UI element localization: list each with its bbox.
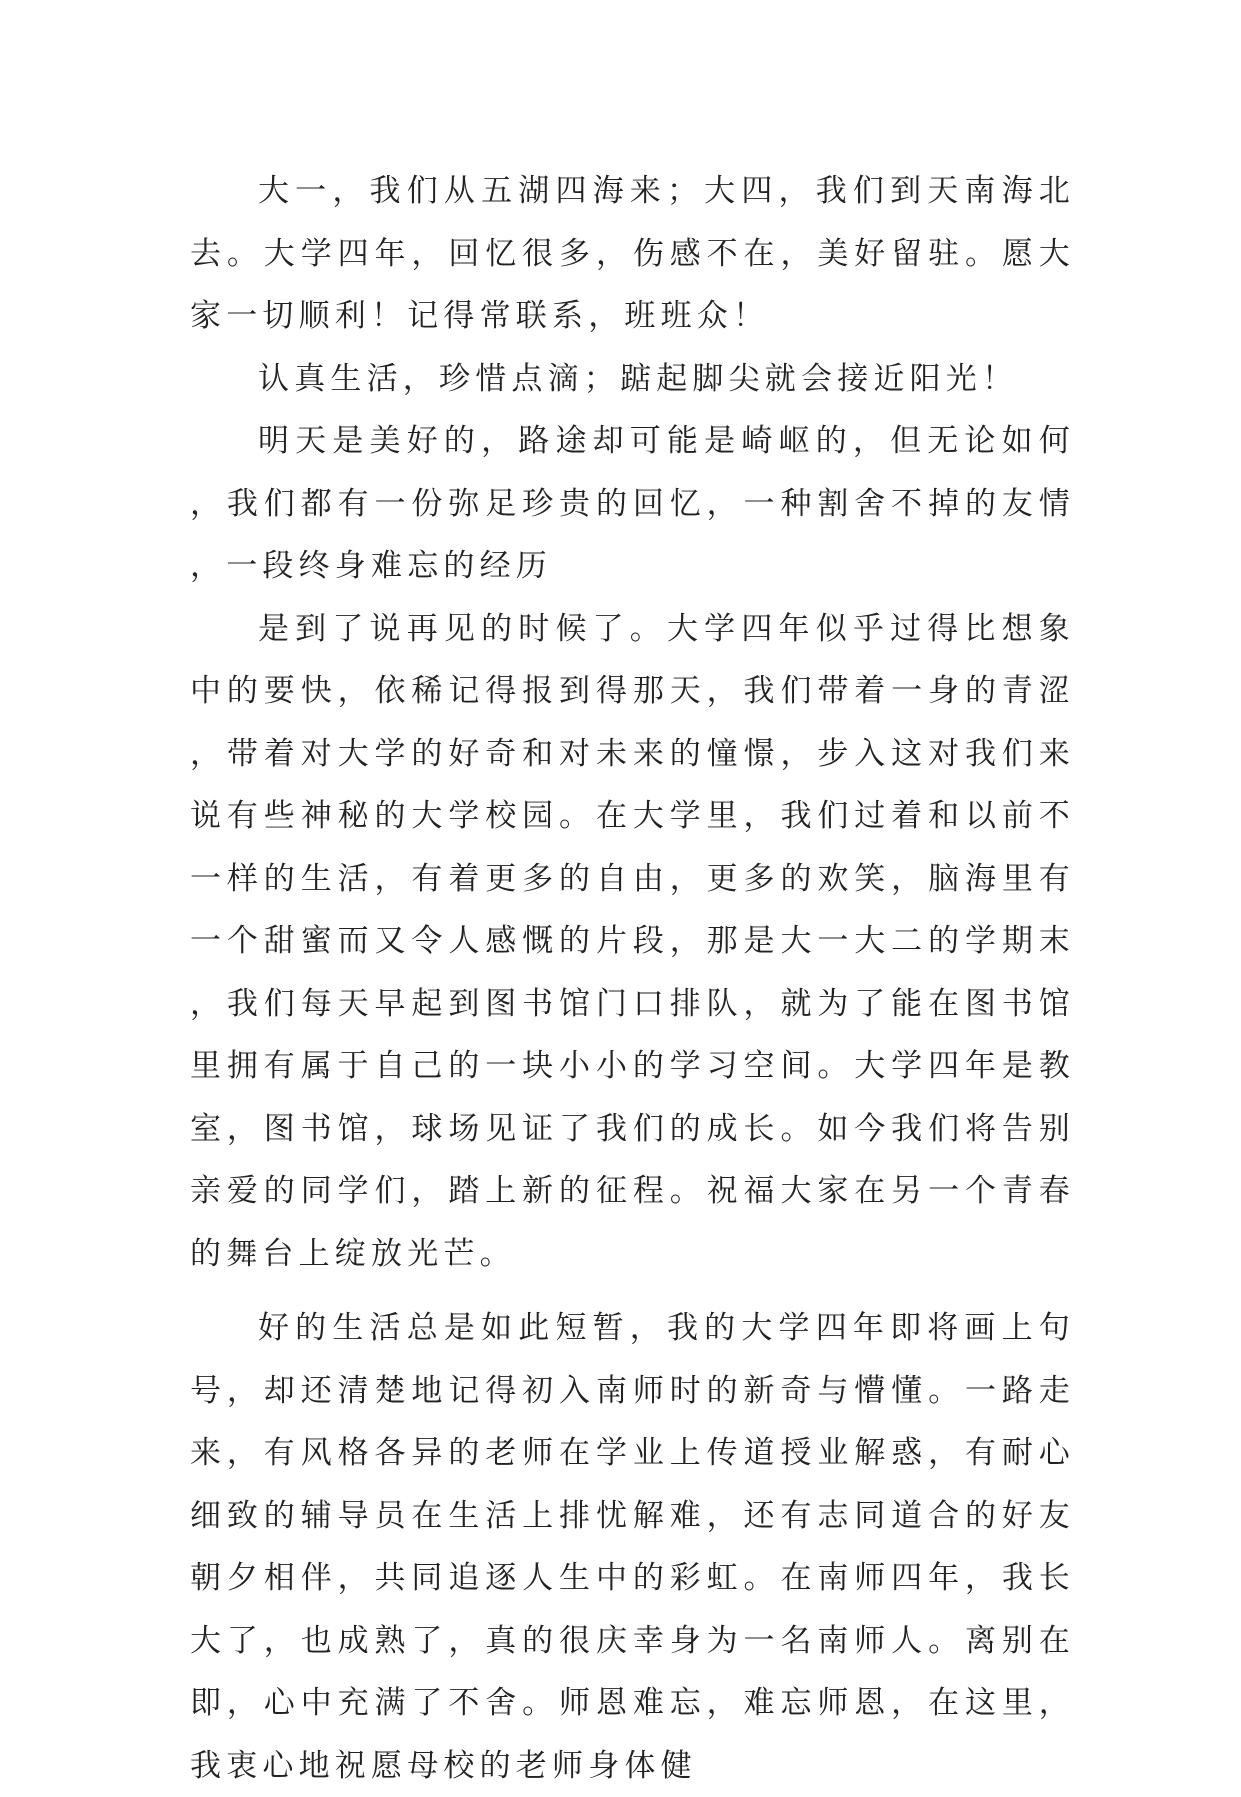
paragraph-3: 明天是美好的，路途却可能是崎岖的，但无论如何，我们都有一份弥足珍贵的回忆，一种割舍不掉的友情，一段终身难忘的经历 — [190, 423, 1075, 584]
paragraph-5: 好的生活总是如此短暂，我的大学四年即将画上句号，却还清楚地记得初入南师时的新奇与懵懂。一路走来，有风格各异的老师在学业上传道授业解惑，有耐心细致的辅导员在生活上排忧解难，还有志同道合的好友朝夕相伴，共同追逐人生中的彩虹。在南师四年，我长大了，也成熟了，真的很庆幸身为一名南师人。离别在即，心中充满了不舍。师恩难忘，难忘师恩，在这里，我衷心地祝愿母校的老师身体健 — [190, 1310, 1075, 1784]
paragraph-1: 大一，我们从五湖四海来；大四，我们到天南海北去。大学四年，回忆很多，伤感不在，美好留驻。愿大家一切顺利！记得常联系，班班众！ — [190, 173, 1075, 334]
document-body — [190, 160, 1075, 1797]
paragraph-4: 是到了说再见的时候了。大学四年似乎过得比想象中的要快，依稀记得报到得那天，我们带着一身的青涩，带着对大学的好奇和对未来的憧憬，步入这对我们来说有些神秘的大学校园。在大学里，我们过着和以前不一样的生活，有着更多的自由，更多的欢笑，脑海里有一个甜蜜而又令人感慨的片段，那是大一大二的学期末，我们每天早起到图书馆门口排队，就为了能在图书馆里拥有属于自己的一块小小的学习空间。大学四年是教室，图书馆，球场见证了我们的成长。如今我们将告别亲爱的同学们，踏上新的征程。祝福大家在另一个青春的舞台上绽放光芒。 — [190, 610, 1075, 1272]
paragraph-2: 认真生活，珍惜点滴；踮起脚尖就会接近阳光！ — [258, 360, 1019, 397]
